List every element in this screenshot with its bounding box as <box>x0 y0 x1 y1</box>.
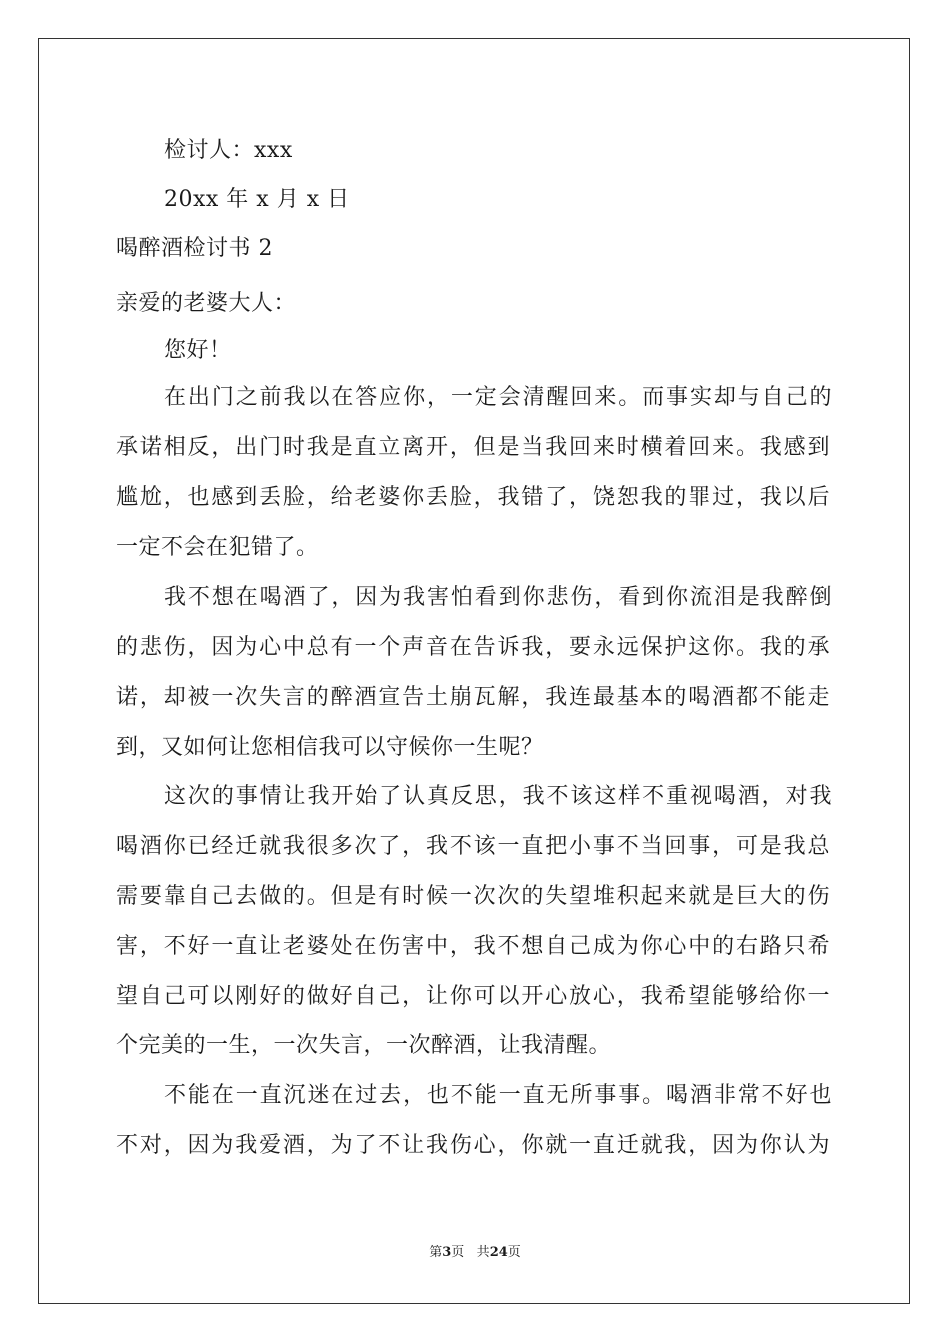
total-prefix: 共 <box>476 1245 490 1260</box>
paragraph-line: 这次的事情让我开始了认真反思，我不该这样不重视喝酒，对我 <box>164 784 832 809</box>
paragraph-line: 个完美的一生，一次失言，一次醉酒，让我清醒。 <box>116 1033 612 1058</box>
signer-line: 检讨人：xxx <box>164 138 293 163</box>
current-page-number: 3 <box>442 1245 452 1260</box>
paragraph-line: 诺，却被一次失言的醉酒宣告土崩瓦解，我连最基本的喝酒都不能走 <box>116 685 830 710</box>
paragraph-line: 在出门之前我以在答应你，一定会清醒回来。而事实却与自己的 <box>164 385 832 410</box>
page-suffix: 页 <box>451 1245 465 1260</box>
paragraph-line: 需要靠自己去做的。但是有时候一次次的失望堆积起来就是巨大的伤 <box>116 884 830 909</box>
paragraph-line: 喝酒你已经迁就我很多次了，我不该一直把小事不当回事，可是我总 <box>116 834 830 859</box>
total-pages-number: 24 <box>489 1245 508 1260</box>
salutation: 亲爱的老婆大人： <box>116 291 297 316</box>
paragraph-line: 害，不好一直让老婆处在伤害中，我不想自己成为你心中的右路只希 <box>116 934 830 959</box>
paragraph-line: 我不想在喝酒了，因为我害怕看到你悲伤，看到你流泪是我醉倒 <box>164 585 832 610</box>
paragraph-line: 承诺相反，出门时我是直立离开，但是当我回来时横着回来。我感到 <box>116 435 830 460</box>
paragraph-line: 一定不会在犯错了。 <box>116 535 319 560</box>
greeting: 您好！ <box>164 338 232 363</box>
paragraph-line: 不能在一直沉迷在过去，也不能一直无所事事。喝酒非常不好也 <box>164 1083 832 1108</box>
date-line: 20xx 年 x 月 x 日 <box>164 187 350 212</box>
paragraph-line: 不对，因为我爱酒，为了不让我伤心，你就一直迁就我，因为你认为 <box>116 1133 830 1158</box>
paragraph-line: 望自己可以刚好的做好自己，让你可以开心放心，我希望能够给你一 <box>116 984 830 1009</box>
page-border <box>38 38 910 1304</box>
paragraph-line: 尴尬，也感到丢脸，给老婆你丢脸，我错了，饶恕我的罪过，我以后 <box>116 485 830 510</box>
page-prefix: 第 <box>429 1245 443 1260</box>
paragraph-line: 的悲伤，因为心中总有一个声音在告诉我，要永远保护这你。我的承 <box>116 635 830 660</box>
document-title: 喝醉酒检讨书 2 <box>116 236 273 261</box>
total-suffix: 页 <box>507 1245 521 1260</box>
paragraph-line: 到，又如何让您相信我可以守候你一生呢？ <box>116 735 544 760</box>
page-footer <box>0 1244 950 1262</box>
